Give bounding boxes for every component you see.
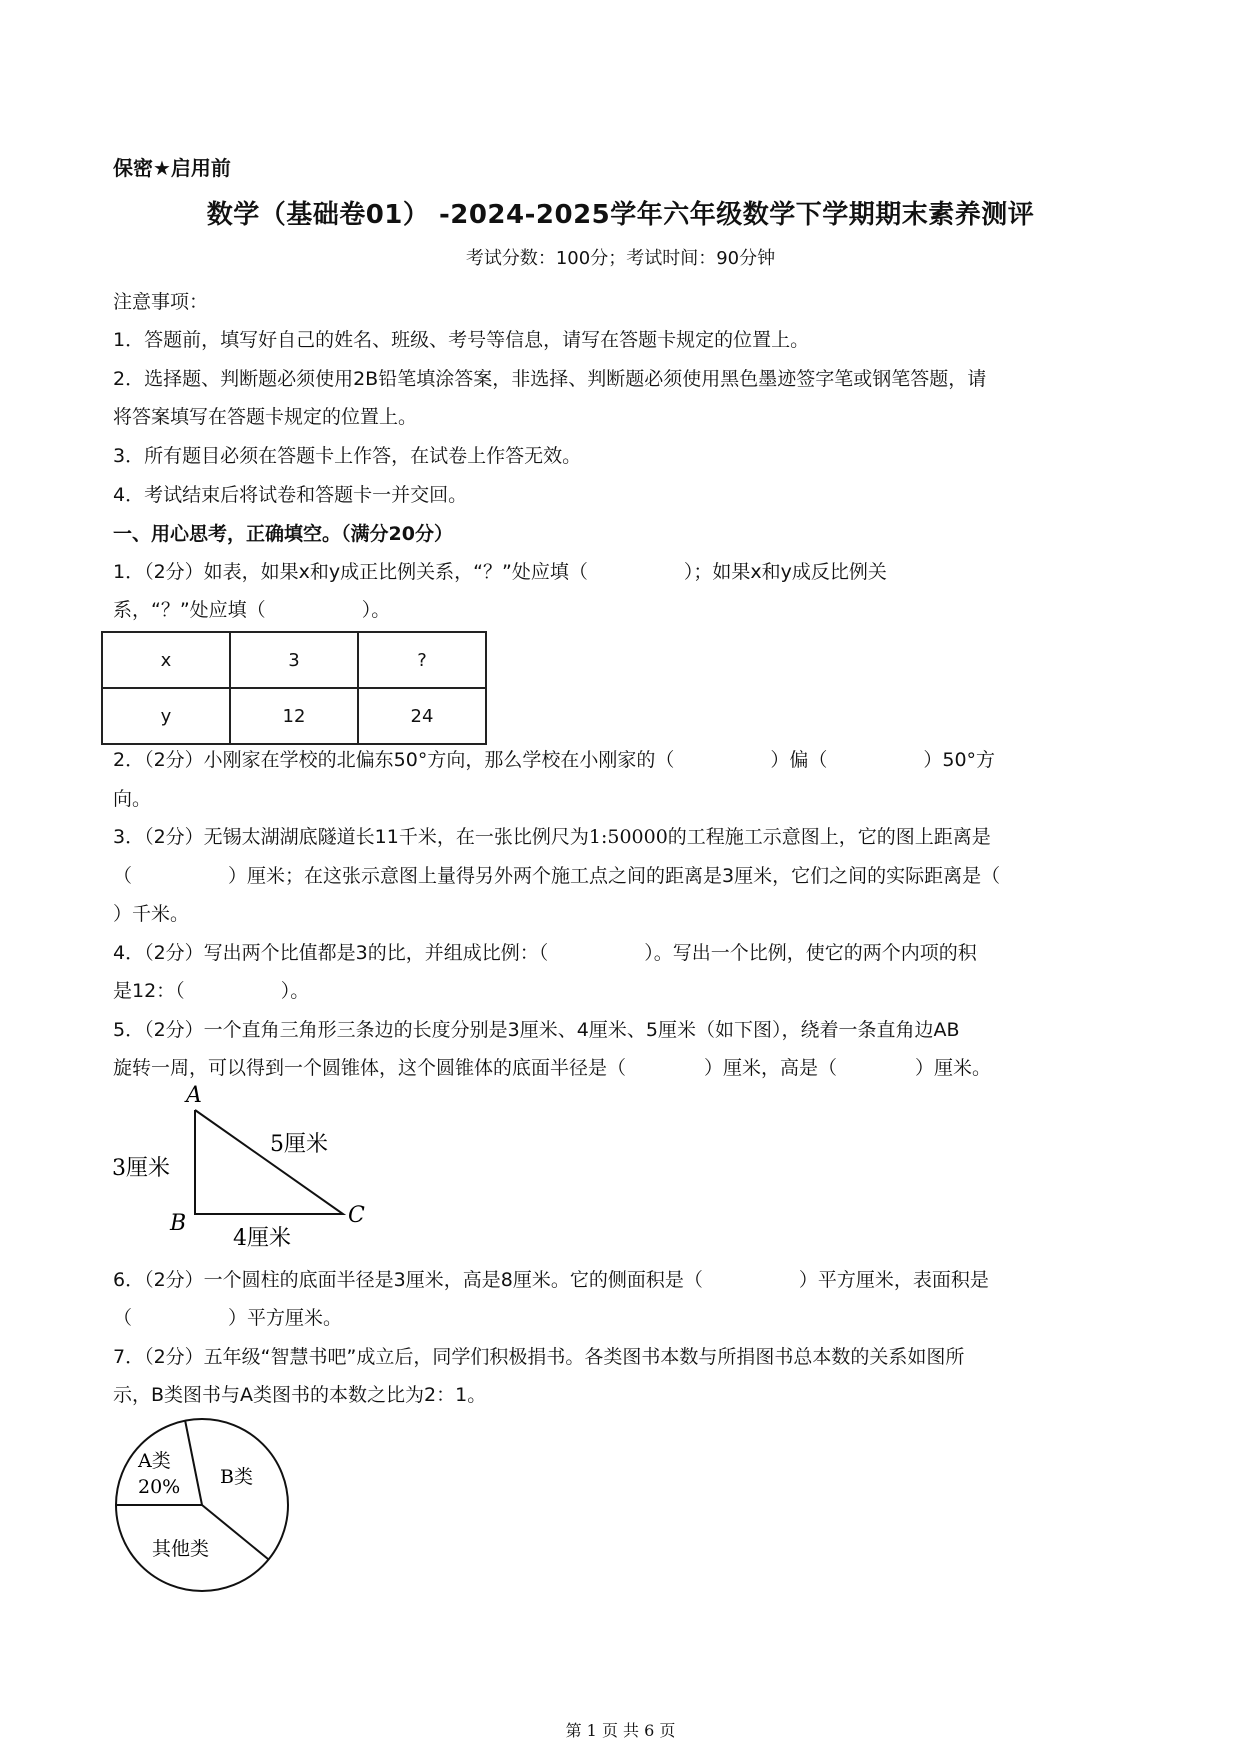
exam-title: 数学（基础卷01） -2024-2025学年六年级数学下学期期末素养测评 [206,200,1035,230]
pie-label-b: B类 [220,1466,253,1488]
note-item: 将答案填写在答题卡规定的位置上。 [113,406,418,428]
question-7-line-1: 7．（2分）五年级“智慧书吧”成立后，同学们积极捐书。各类图书本数与所捐图书总本数的关系如图所 [113,1346,965,1368]
table-cell: 24 [358,688,486,744]
question-2-line-1: 2．（2分）小刚家在学校的北偏东50°方向，那么学校在小刚家的（ ）偏（ ）50°方 [113,749,996,771]
note-item: 4．考试结束后将试卷和答题卡一并交回。 [113,484,468,506]
question-6-line-2: （ ）平方厘米。 [113,1307,343,1329]
side-ab-label: 3厘米 [112,1156,170,1181]
section-heading: 一、用心思考，正确填空。（满分20分） [113,523,453,545]
side-ac-label: 5厘米 [270,1132,328,1157]
pie-figure [100,1405,300,1605]
vertex-a-label: A [186,1083,202,1108]
question-7-line-2: 示，B类图书与A类图书的本数之比为2：1。 [113,1384,487,1406]
question-4-line-1: 4．（2分）写出两个比值都是3的比，并组成比例：（ ）。写出一个比例，使它的两个内项的积 [113,942,977,964]
pie-divider [185,1420,202,1505]
note-item: 1．答题前，填写好自己的姓名、班级、考号等信息，请写在答题卡规定的位置上。 [113,329,810,351]
pie-label-a: A类 [138,1450,171,1472]
scale-ratio: 1:50000 [588,826,668,848]
question-3-line-3: ）千米。 [113,903,190,925]
pie-percent-a: 20% [138,1476,181,1498]
page-footer: 第 1 页 共 6 页 [565,1721,676,1740]
question-5-line-2: 旋转一周，可以得到一个圆锥体，这个圆锥体的底面半径是（ ）厘米，高是（ ）厘米。 [113,1057,992,1079]
table-cell: 3 [230,632,358,688]
question-5-line-1: 5．（2分）一个直角三角形三条边的长度分别是3厘米、4厘米、5厘米（如下图），绕着一条直角边AB [113,1019,960,1041]
table-row [102,632,486,688]
question-2-line-2: 向。 [113,788,152,810]
question-1-line-2: 系，“？”处应填（ ）。 [113,599,391,621]
question-1-line-1: 1．（2分）如表，如果x和y成正比例关系，“？”处应填（ ）；如果x和y成反比例关 [113,561,887,583]
table-cell: 12 [230,688,358,744]
question-3-line-1: 3．（2分）无锡太湖湖底隧道长11千米，在一张比例尺为1:50000的工程施工示意图上，它的图上距离是 [113,826,991,848]
table-cell: y [102,688,230,744]
vertex-c-label: C [348,1203,365,1228]
exam-subtitle: 考试分数：100分；考试时间：90分钟 [465,248,776,269]
question-4-line-2: 是12：（ ）。 [113,980,310,1002]
notes-heading: 注意事项： [113,291,209,313]
table-cell: ? [358,632,486,688]
pie-label-other: 其他类 [152,1538,210,1560]
side-bc-label: 4厘米 [233,1226,291,1250]
pie-divider [202,1505,268,1559]
vertex-b-label: B [170,1211,187,1236]
xy-table [101,631,487,745]
note-item: 3．所有题目必须在答题卡上作答，在试卷上作答无效。 [113,445,582,467]
triangle-figure [100,1080,400,1250]
confidential-label: 保密★启用前 [113,156,231,180]
table-row [102,688,486,744]
table-cell: x [102,632,230,688]
note-item: 2．选择题、判断题必须使用2B铅笔填涂答案，非选择、判断题必须使用黑色墨迹签字笔或钢笔答题，请 [113,368,987,390]
question-3-line-2: （ ）厘米；在这张示意图上量得另外两个施工点之间的距离是3厘米，它们之间的实际距离是（ [113,865,1001,887]
question-6-line-1: 6．（2分）一个圆柱的底面半径是3厘米，高是8厘米。它的侧面积是（ ）平方厘米，表面积是 [113,1269,989,1291]
